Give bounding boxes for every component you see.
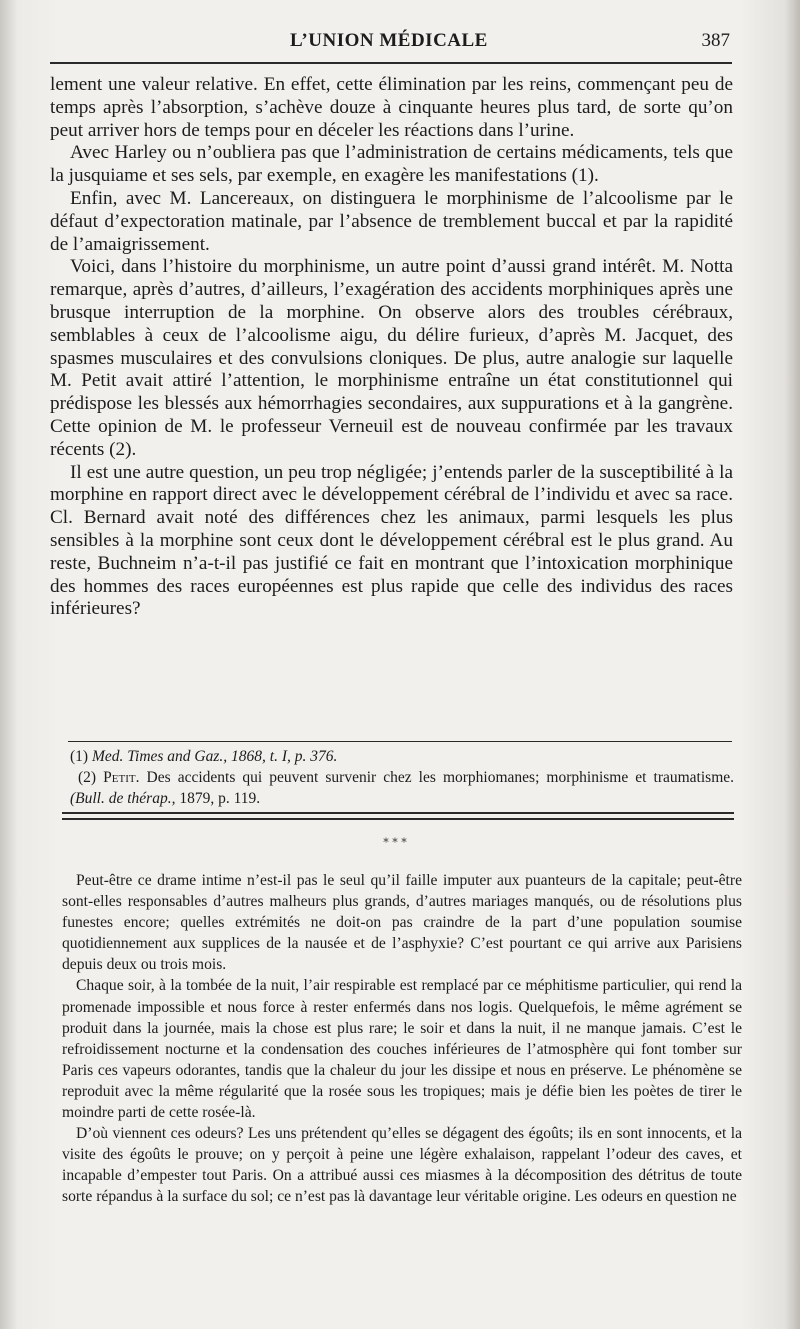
article-paragraph: Voici, dans l’histoire du morphinisme, un autre point d’aussi grand intérêt. M. Notta remarque, après d’autres, d’ailleurs, l’exagération des accidents morphiniques après une brusque interruption de la morphine. On observe alors des troubles cérébraux, semblables à ceux de l’alcoolisme aigu, du délire furieux, d’après M. Jacquet, des spasmes musculaires et des convulsions cloniques. De plus, autre analogie sur laquelle M. Petit avait attiré l’attention, le morphinisme entraîne un état constitutionnel qui prédispose les blessés aux hémorrhagies secondaires, aux suppurations et à la gangrène. Cette opinion de M. le professeur Verneuil est de nouveau confirmée par les travaux récents (2). bbox=[50, 256, 733, 460]
asterism: * * * bbox=[383, 836, 407, 849]
article-paragraph: lement une valeur relative. En effet, cette élimination par les reins, commençant peu de temps après l’absorption, s’achève douze à cinquante heures plus tard, de sorte qu’on peut arriver hors de temps pour en déceler les réactions dans l’urine. bbox=[50, 74, 733, 141]
feuilleton-paragraph: D’où viennent ces odeurs? Les uns prétendent qu’elles se dégagent des égoûts; ils en sont innocents, et la visite des égoûts le prouve; on y perçoit à peine une légère exhalaison, rappelant l’odeur des caves, et incapable d’empester tout Paris. On a attribué aussi ces miasmes à la décomposition des détritus de toute sorte répandus à la surface du sol; ce n’est pas là davantage leur véritable origine. Les odeurs en question ne bbox=[62, 1125, 742, 1206]
article-paragraph: Avec Harley ou n’oubliera pas que l’administration de certains médicaments, tels que la jusquiame et ses sels, par exemple, en exagère les manifestations (1). bbox=[50, 142, 733, 187]
footnote-text: Des accidents qui peuvent survenir chez les morphiomanes; morphinisme et traumatisme. bbox=[146, 769, 735, 786]
footnote-text: Med. Times and Gaz., 1868, t. I, p. 376. bbox=[91, 748, 338, 765]
footnote-author: Petit. bbox=[103, 769, 140, 786]
page-number: 387 bbox=[701, 30, 730, 51]
footnote-marker: (2) bbox=[78, 769, 97, 786]
running-title: L’UNION MÉDICALE bbox=[290, 30, 488, 51]
footnote-1 bbox=[70, 746, 734, 767]
footnote-marker: (1) bbox=[70, 748, 89, 765]
article-body bbox=[50, 74, 733, 621]
footnote-2 bbox=[70, 767, 734, 809]
article-paragraph: Enfin, avec M. Lancereaux, on distinguera le morphinisme de l’alcoolisme par le défaut d’expectoration matinale, par l’absence de tremblement buccal et par la rapidité de l’amaigrissement. bbox=[50, 187, 733, 255]
feuilleton-separator bbox=[62, 812, 734, 820]
article-paragraph: Il est une autre question, un peu trop négligée; j’entends parler de la susceptibilité à la morphine en rapport direct avec le développement cérébral de l’individu et avec sa race. Cl. Bernard avait noté des différences chez les animaux, parmi lesquels les plus sensibles à la morphine sont ceux dont le développement cérébral est le plus grand. Au reste, Buchneim n’a-t-il pas justifié ce fait en montrant que l’intoxication morphinique des hommes des races européennes est plus rapide que celle des individus des races inférieures? bbox=[50, 461, 733, 620]
page-header bbox=[50, 26, 730, 56]
feuilleton-paragraph: Peut-être ce drame intime n’est-il pas le seul qu’il faille imputer aux puanteurs de la capitale; peut-être sont-elles responsables d’autres malheurs plus grands, d’autres mariages manqués, ou de résolutions plus funestes encore; quelles extrémités ne doit-on pas craindre de la part d’une population soumise quotidiennement aux supplices de la nausée et de l’asphyxie? C’est pourtant ce qui arrive aux Parisiens depuis deux ou trois mois. bbox=[62, 872, 742, 974]
feuilleton-paragraph: Chaque soir, à la tombée de la nuit, l’air respirable est remplacé par ce méphitisme particulier, qui rend la promenade impossible et nous force à rester enfermés dans nos logis. Quelquefois, le même agrément se produit dans la journée, mais la chose est plus rare; le soir et dans la nuit, il ne manque jamais. C’est le refroidissement nocturne et la condensation des couches inférieures de l’atmosphère qui font tomber sur Paris ces vapeurs odorantes, tandis que la chaleur du jour les dissipe et nous en préserve. Le phénomène se reproduit avec la même régularité que la rosée sous les tropiques; mais je défie bien les poètes de tirer le moindre parti de cette rosée-là. bbox=[62, 977, 742, 1122]
footnotes bbox=[70, 746, 734, 809]
footnote-rule bbox=[68, 741, 732, 742]
feuilleton-body bbox=[62, 870, 742, 1208]
footnote-tail: 1879, p. 119. bbox=[179, 790, 261, 807]
header-rule bbox=[50, 62, 732, 64]
footnote-journal: (Bull. de thérap., bbox=[70, 790, 176, 807]
